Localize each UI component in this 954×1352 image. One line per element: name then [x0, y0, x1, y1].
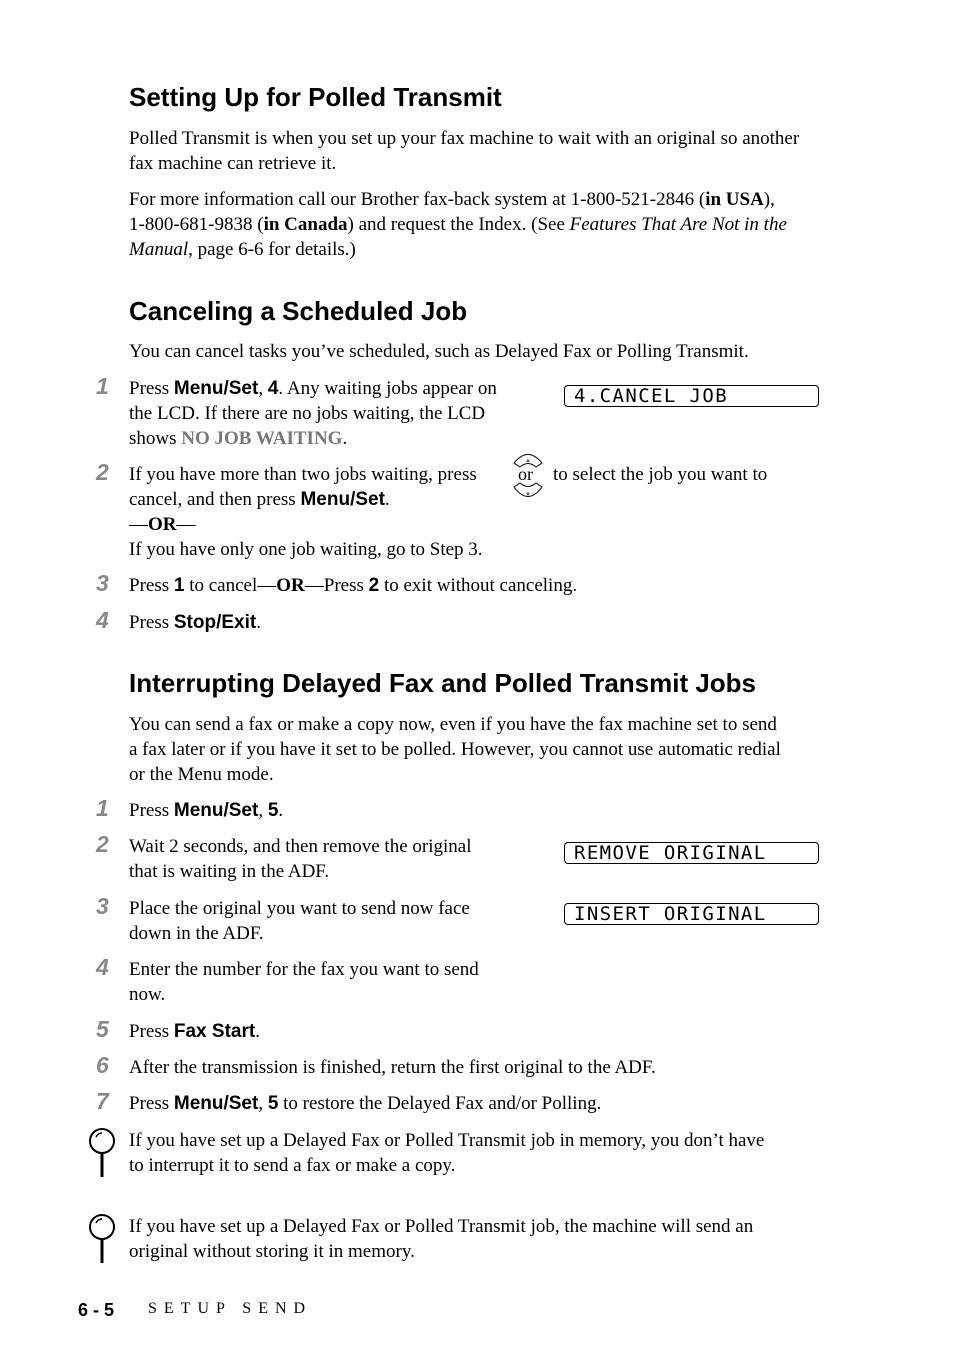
navigation-keys-icon [510, 450, 546, 502]
text: , page 6-6 for details.) [188, 239, 356, 260]
text: Enter the number for the fax you want to send [129, 959, 479, 980]
text: — [176, 514, 196, 535]
text: ) and request the Index. (See [347, 214, 570, 235]
text: that is waiting in the ADF. [129, 861, 330, 882]
text: , [258, 800, 268, 821]
key-label: Menu/Set [300, 489, 385, 510]
text: —Press [304, 575, 369, 596]
interrupt-step-4 [129, 957, 479, 1007]
interrupt-step-3 [129, 896, 470, 946]
lcd-display-cancel-job: 4.CANCEL JOB [564, 385, 819, 407]
fax-back-info [129, 187, 787, 262]
text-bold: in USA [705, 189, 764, 210]
note-pin-icon [88, 1127, 116, 1179]
section-title-interrupt: Interrupting Delayed Fax and Polled Transmit Jobs [129, 668, 757, 698]
polled-transmit-description [129, 126, 809, 176]
note-2 [129, 1214, 753, 1264]
text: Wait 2 seconds, and then remove the original [129, 836, 472, 857]
cancel-step-2-rest [129, 487, 483, 562]
svg-text:▼: ▼ [525, 492, 531, 498]
text: If you have set up a Delayed Fax or Polled Transmit job in memory, you don’t have [129, 1130, 765, 1151]
text: . [255, 1021, 260, 1042]
step-number: 2 [96, 459, 109, 485]
text: a fax later or if you have it set to be polled. However, you cannot use automatic redial [129, 739, 781, 760]
or-label: or [518, 464, 533, 484]
step-number: 2 [96, 831, 109, 857]
text: down in the ADF. [129, 923, 264, 944]
note-1 [129, 1128, 764, 1178]
key-label: Stop/Exit [173, 612, 257, 633]
key-label: Fax Start [173, 1021, 256, 1042]
interrupt-step-5 [129, 1019, 260, 1044]
text: , [258, 378, 268, 399]
text: Place the original you want to send now face [129, 898, 470, 919]
text: original without storing it in memory. [129, 1241, 415, 1262]
text-bold: OR [148, 514, 177, 535]
text: . Any waiting jobs appear on [278, 378, 497, 399]
text: Press [129, 378, 174, 399]
step-number: 4 [96, 954, 109, 980]
interrupt-step-2 [129, 834, 471, 884]
key-label: Menu/Set [173, 1093, 259, 1114]
text: to restore the Delayed Fax and/or Polling. [278, 1093, 602, 1114]
text: ), [763, 189, 775, 210]
text: or the Menu mode. [129, 764, 274, 785]
text: to interrupt it to send a fax or make a copy. [129, 1155, 456, 1176]
chapter-title: SETUP SEND [148, 1300, 313, 1317]
text: Press [129, 575, 174, 596]
text-bold: OR [276, 575, 305, 596]
cancel-step-2-line1b: to select the job you want to [553, 464, 768, 485]
text: cancel, and then press [129, 489, 301, 510]
key-label: Menu/Set [173, 800, 259, 821]
polled-transmit-p1: Polled Transmit is when you set up your fax machine to wait with an original so another fax machine can retrieve it. [129, 128, 800, 174]
text: to exit without canceling. [379, 575, 578, 596]
lcd-display-remove-original: REMOVE ORIGINAL [564, 842, 819, 864]
text: For more information call our Brother fax-back system at 1-800-521-2846 ( [129, 189, 706, 210]
text: If you have only one job waiting, go to Step 3. [129, 539, 483, 560]
lcd-display-insert-original: INSERT ORIGINAL [564, 903, 819, 925]
text: If you have set up a Delayed Fax or Polled Transmit job, the machine will send an [129, 1216, 754, 1237]
note-pin-icon [88, 1213, 116, 1265]
text: You can send a fax or make a copy now, even if you have the fax machine set to send [129, 714, 777, 735]
key-label: 2 [368, 575, 380, 596]
page-number: 6 - 5 [78, 1300, 115, 1320]
step-number: 1 [96, 795, 109, 821]
cancel-step-1 [129, 376, 497, 451]
interrupt-step-7 [129, 1091, 601, 1116]
text-italic: Manual [129, 239, 189, 260]
cancel-job-intro: You can cancel tasks you’ve scheduled, such as Delayed Fax or Polling Transmit. [129, 341, 749, 362]
key-label: 5 [267, 800, 279, 821]
lcd-message: NO JOB WAITING [181, 428, 343, 449]
text: Press [129, 1093, 174, 1114]
text: . [342, 428, 348, 449]
text: shows [129, 428, 182, 449]
step-number: 4 [96, 607, 109, 633]
text: now. [129, 984, 166, 1005]
text: Press [129, 612, 174, 633]
step-number: 7 [96, 1088, 109, 1114]
text: . [256, 612, 261, 633]
text: . [384, 489, 390, 510]
interrupt-intro [129, 712, 781, 787]
section-title-cancel-job: Canceling a Scheduled Job [129, 296, 468, 326]
text: 1-800-681-9838 ( [129, 214, 264, 235]
interrupt-step-1 [129, 798, 283, 823]
text: — [129, 514, 148, 535]
cancel-step-2-line1: If you have more than two jobs waiting, press [129, 464, 477, 485]
text: Press [129, 1021, 174, 1042]
svg-text:▲: ▲ [525, 458, 531, 464]
step-number: 5 [96, 1016, 109, 1042]
step-number: 6 [96, 1052, 109, 1078]
key-label: Menu/Set [173, 378, 259, 399]
step-number: 1 [96, 373, 109, 399]
key-label: 4 [267, 378, 279, 399]
text-bold: in Canada [263, 214, 348, 235]
text: to cancel— [184, 575, 277, 596]
text: Press [129, 800, 174, 821]
text: . [278, 800, 284, 821]
key-label: 1 [173, 575, 185, 596]
text: , [258, 1093, 268, 1114]
key-label: 5 [267, 1093, 279, 1114]
interrupt-step-6: After the transmission is finished, return the first original to the ADF. [129, 1057, 656, 1078]
text-italic: Features That Are Not in the [569, 214, 787, 235]
step-number: 3 [96, 893, 109, 919]
text: the LCD. If there are no jobs waiting, the LCD [129, 403, 486, 424]
cancel-step-3 [129, 573, 577, 598]
cancel-step-4 [129, 610, 261, 635]
step-number: 3 [96, 570, 109, 596]
section-title-polled-transmit: Setting Up for Polled Transmit [129, 82, 502, 112]
